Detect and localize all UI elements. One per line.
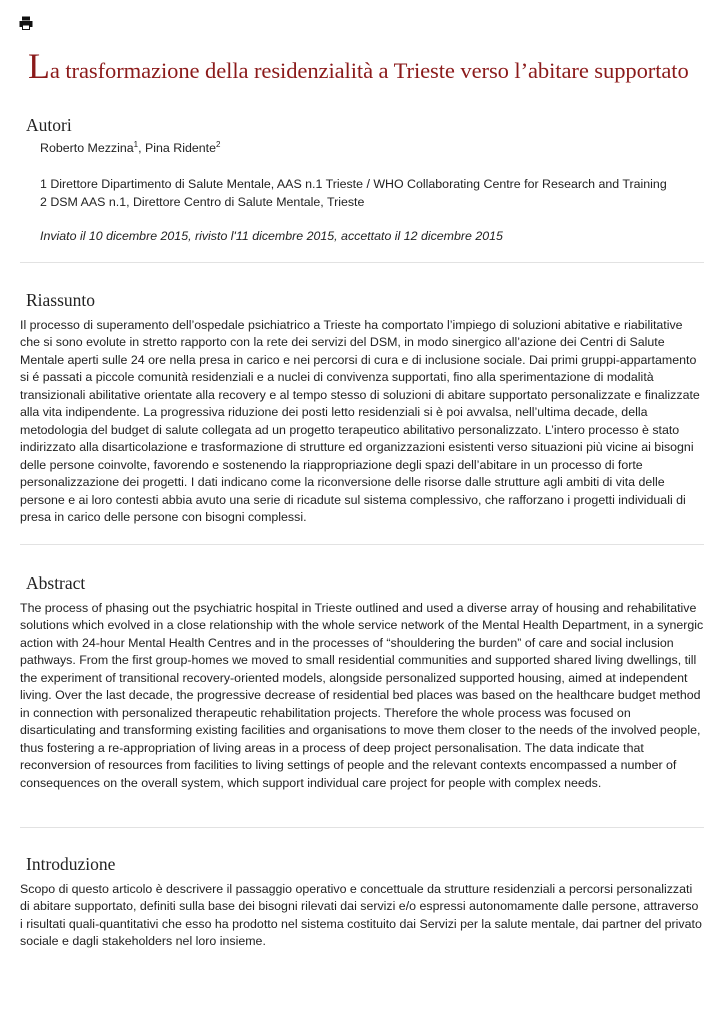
affiliation-line: 2 DSM AAS n.1, Direttore Centro di Salute Mentale, Trieste	[40, 194, 365, 209]
riassunto-heading: Riassunto	[26, 290, 96, 310]
section-divider	[20, 544, 704, 545]
author-name: Pina Ridente	[145, 141, 216, 155]
author-separator: ,	[138, 141, 146, 155]
author-name: Roberto Mezzina	[40, 141, 134, 155]
authors-line	[40, 140, 720, 158]
author-affiliation-number: 2	[215, 140, 221, 149]
introduzione-heading: Introduzione	[26, 854, 116, 874]
section-divider	[20, 262, 704, 263]
riassunto-text: Il processo di superamento dell’ospedale psichiatrico a Trieste ha comportato l’impiego di soluzioni abitative e riabilitative che si sono evolute in stretto rapporto con la rete dei servizi del DSM, in modo sinergico all’azione dei Centri di Salute Mentale aperti sulle 24 ore nella presa in carico e nei percorsi di cura e di inclusione sociale. Dai primi gruppi-appartamento si é passati a piccole comunità residenziali e a nuclei di convivenza supportati, fino alla sperimentazione di modalità transizionali abilitative orientate alla recovery e al tempo stesso di soluzioni di abitare supportato personalizzate e finalizzate alla vita indipendente. La progressiva riduzione dei posti letto residenziali si è poi avvalsa, nell’ultima decade, della metodologia del budget di salute collegata ad un progetto terapeutico abilitativo personalizzato. L’intero processo è stato indirizzato alla disarticolazione e trasformazione di strutture ed organizzazioni esistenti verso situazioni più vicine ai bisogni delle persone coinvolte, favorendo e sostenendo la riappropriazione degli spazi dell’abitare in un processo di forte personalizzazione dei progetti. I dati indicano come la riconversione delle risorse dalle strutture agli ambiti di vita delle persone e ai loro contesti abbia avuto una serie di ricadute sul sistema complessivo, che rafforzano i progetti individuali di presa in carico delle persone con bisogni complessi.	[20, 318, 700, 524]
section-divider	[20, 827, 704, 828]
author-affiliation-number: 1	[133, 140, 139, 149]
title-text: a trasformazione della residenzialità a Trieste verso l’abitare supportato	[49, 58, 689, 83]
submission-dates: Inviato il 10 dicembre 2015, rivisto l'11 dicembre 2015, accettato il 12 dicembre 2015	[40, 229, 503, 243]
abstract-heading: Abstract	[26, 573, 86, 593]
title-initial: L	[28, 46, 50, 86]
introduzione-text: Scopo di questo articolo è descrivere il passaggio operativo e concettuale da strutture residenziali a percorsi personalizzati di abitare supportato, definiti sulla base dei bisogni rilevati dai servizi e/o espressi autonomamente dalle persone, attraverso i risultati quali-quantitativi che esso ha prodotto nel sistema costituito dai Servizi per la salute mentale, dai partner del privato sociale e dagli stakeholders nel loro insieme.	[20, 882, 702, 949]
affiliation-line: 1 Direttore Dipartimento di Salute Mentale, AAS n.1 Trieste / WHO Collaborating Centre for Research and Training	[40, 177, 667, 191]
printer-icon[interactable]	[19, 16, 33, 30]
abstract-text: The process of phasing out the psychiatric hospital in Trieste outlined and used a diverse array of housing and rehabilitative solutions which evolved in a close relationship with the whole service network of the Mental Health Department, in a synergic action with 24-hour Mental Health Centres and in the processes of “shouldering the burden” of care and social inclusion pathways. From the first group-homes we moved to small residential communities and supported shared living dwellings, till the experiment of transitional recovery-oriented models, alongside personalized supported housing, aimed at independent living. Over the last decade, the progressive decrease of residential bed places was based on the healthcare budget method in connection with personalized therapeutic rehabilitation projects. Therefore the whole process was focused on disarticulating and transforming existing facilities and organisations to move them closer to the needs of the involved people, thus fostering a re-appropriation of living areas in a process of deep project personalisation. The data indicate that reconversion of resources from facilities to living settings of people and the relevant contexts encompassed a number of consequences on the overall system, which support individual care project for people with complex needs.	[20, 601, 704, 790]
affiliations	[40, 176, 720, 211]
authors-heading: Autori	[26, 115, 72, 135]
page-title	[28, 48, 718, 84]
